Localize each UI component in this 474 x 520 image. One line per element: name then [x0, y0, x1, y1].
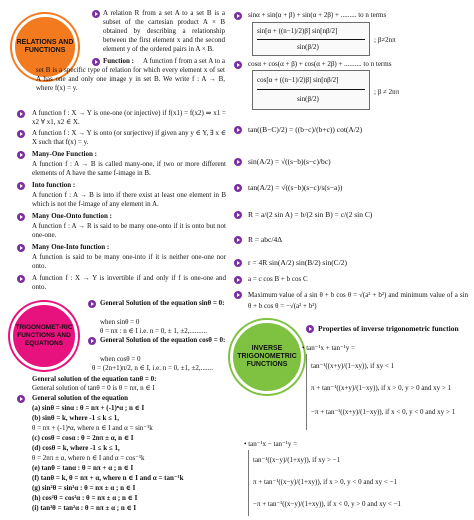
- inverse-props-title: Properties of inverse trigonometric function: [318, 324, 459, 333]
- tan-sum-case: −π + tan⁻¹((x+y)/(1−xy)), if x < 0, y < 0 and xy > 1: [311, 408, 456, 416]
- many-one-into-title: Many One-Into function :: [32, 243, 110, 251]
- bullet-icon: [92, 10, 100, 18]
- bullet-icon: [234, 259, 242, 267]
- bullet-icon: [234, 184, 242, 192]
- cos-series-numerator: cos[α + ((n−1)/2)β] sin[nβ/2]: [257, 76, 339, 84]
- eq-line: (a) sinθ = sinα : θ = nπ + (-1)ⁿα ; n ∈ I: [32, 404, 145, 412]
- cos-zero-when: when cosθ = 0: [100, 355, 141, 363]
- eq-line: (c) cosθ = cosα : θ = 2nπ ± α, n ∈ I: [32, 434, 134, 442]
- tan-zero-title: General solution of the equation tanθ = 0:: [32, 375, 157, 383]
- bullet-icon: [234, 12, 242, 20]
- sin-series-heading: sinα + sin(α + β) + sin(α + 2β) + ......... to n terms: [248, 11, 387, 19]
- eq-line: (d) cosθ = k, where -1 ≤ k ≤ 1,: [32, 444, 120, 452]
- eq-line: θ = nπ + (-1)ⁿα, where n ∈ I and α = sin⁻¹k: [32, 424, 153, 432]
- projection-formula: a = c cos B + b cos C: [248, 275, 308, 283]
- sin-series-condition: ; β≠2nπ: [374, 36, 396, 44]
- bullet-icon: [17, 110, 25, 118]
- function-title: Function :: [103, 57, 134, 65]
- eq-line: (f) tanθ = k, θ = nπ + α, where n ∈ I and α = tan⁻¹k: [32, 474, 184, 482]
- sin-series-denominator: sin(β/2): [297, 43, 319, 51]
- fraction-bar: [257, 39, 365, 40]
- eq-line: (e) tanθ = tanα : θ = nπ + α ; n ∈ I: [32, 464, 134, 472]
- tan-diff-case: −π + tan⁻¹((x−y)/(1+xy)), if x < 0, y > 0 and xy < −1: [253, 500, 402, 508]
- bullet-icon: [88, 300, 96, 308]
- max-min-statement: Maximum value of a sin θ + b cos θ = √(a² + b²) and minimum value of a sin θ + b cos θ = −√(a² + b²): [248, 291, 468, 310]
- invertible-definition: A function f : X → Y is invertible if and only if f is one-one and onto.: [32, 274, 226, 291]
- cos-series-denominator: sin(β/2): [297, 95, 319, 103]
- badge-label: RELATIONS AND FUNCTIONS: [16, 39, 74, 54]
- relation-definition: A relation R from a set A to a set B is a subset of the cartesian product A × B obtained by describing a relationship between the first element x and the second element y of the ordered pairs in A × B.: [103, 9, 225, 53]
- tan-zero-solution: General solution of tanθ = 0 is θ = nπ, n ∈ I: [32, 384, 155, 392]
- tan-half-a-formula: tan(A/2) = √((s−b)(s−c)/s(s−a)): [248, 183, 343, 192]
- tan-sum-heading: • tan⁻¹x + tan⁻¹y =: [302, 344, 356, 352]
- trigonometric-badge: [10, 302, 78, 370]
- general-eq-title: General solution of the equation: [32, 394, 129, 402]
- badge-label: TRIGONOMET-RIC FUNCTIONS AND EQUATIONS: [15, 324, 73, 347]
- sin-zero-when: when sinθ = 0: [100, 318, 140, 326]
- eq-line: (b) sinθ = k, where -1 ≤ k ≤ 1,: [32, 414, 119, 422]
- fraction-bar: [257, 89, 365, 90]
- r-formula: r = 4R sin(A/2) sin(B/2) sin(C/2): [248, 258, 348, 267]
- bullet-icon: [234, 236, 242, 244]
- bullet-icon: [234, 61, 242, 69]
- sine-rule-formula: R = a/(2 sin A) = b/(2 sin B) = c/(2 sin C): [248, 210, 373, 219]
- into-definition: A function f : A → B is into if there exist at least one element in B which is not the f-image of any element in A.: [32, 191, 226, 208]
- sin-zero-solution: θ = nπ : n ∈ I i.e. n = 0, ± 1, ±2,..........: [100, 327, 207, 335]
- tan-diff-heading: • tan⁻¹x − tan⁻¹y =: [244, 440, 298, 448]
- bullet-icon: [234, 211, 242, 219]
- bullet-icon: [88, 337, 96, 345]
- many-one-into-definition: A function is said to be many one-into if it is neither one-one nor onto.: [32, 253, 226, 270]
- cos-series-heading: cosα + cos(α + β) + cos(α + 2β) + .......... to n terms: [248, 60, 392, 68]
- r-abc-formula: R = abc/4Δ: [248, 235, 283, 244]
- many-one-title: Many-One Function :: [32, 150, 97, 158]
- tan-diff-case: tan⁻¹((x−y)/(1+xy)), if xy > −1: [253, 456, 341, 464]
- sin-half-a-formula: sin(A/2) = √((s−b)(s−c)/bc): [248, 157, 331, 166]
- eq-line: (i) tan²θ = tan²α : θ = nπ ± α ; n ∈ I: [32, 504, 137, 512]
- cos-zero-solution: θ = (2n+1)π/2, n ∈ I, i.e. n = 0, ±1, ±2,.......: [92, 364, 213, 372]
- eq-line: θ = 2nπ ± α, where n ∈ I and α = cos⁻¹k: [32, 454, 145, 462]
- tan-half-b-c-formula: tan((B−C)/2) = ((b−c)/(b+c)) cot(A/2): [248, 125, 363, 134]
- bullet-icon: [17, 244, 25, 252]
- tan-diff-case: π + tan⁻¹((x−y)/(1+xy)), if x > 0, y < 0 and xy < −1: [253, 478, 398, 486]
- sin-series-numerator: sin[α + ((n−1)/2)β] sin[nβ/2]: [257, 27, 338, 35]
- cos-zero-title: General Solution of the equation cosθ = 0:: [100, 336, 226, 344]
- bullet-icon: [17, 151, 25, 159]
- many-one-definition: A function f : A → B is called many-one, if two or more different elements of A have the same f-image in B.: [32, 160, 226, 177]
- many-one-onto-title: Many One-Onto function :: [32, 212, 112, 220]
- badge-label: INVERSE TRIGONOMETRIC FUNCTIONS: [237, 345, 297, 368]
- bullet-icon: [17, 395, 25, 403]
- bullet-icon: [17, 130, 25, 138]
- cos-series-formula-box: [252, 70, 370, 110]
- bullet-icon: [234, 126, 242, 134]
- bullet-icon: [17, 182, 25, 190]
- injective-definition: A function f : X → Y is one-one (or injective) if f(x1) = f(x2) ⇒ x1 = x2 ∀ x1, x2 ∈ X.: [32, 109, 226, 126]
- into-title: Into function :: [32, 181, 76, 189]
- bullet-icon: [234, 291, 242, 299]
- bullet-icon: [17, 275, 25, 283]
- tan-sum-case: tan⁻¹((x+y)/(1−xy)), if xy < 1: [311, 362, 395, 370]
- sin-series-formula-box: [252, 22, 370, 56]
- inverse-trig-badge: [230, 320, 304, 394]
- brace-line: [306, 354, 307, 430]
- sin-zero-title: General Solution of the equation sinθ = 0:: [100, 299, 225, 307]
- function-definition: A function f from a set A to a set B is a specific type of relation for which every element x of set A has one and only one image y in set B. We write f : A → B, where f(x) = y.: [36, 57, 225, 92]
- bullet-icon: [17, 213, 25, 221]
- eq-line: (h) cos²θ = cos²α : θ = nπ ± α ; n ∈ I: [32, 494, 138, 502]
- surjective-definition: A function f : X → Y is onto (or surjective) if given any y ∈ Y, ∃ x ∈ X such that f(x) = y.: [32, 129, 226, 146]
- many-one-onto-definition: A function f : A → R is said to be many one-onto if it is onto but not one-one.: [32, 222, 226, 239]
- eq-line: (g) sin²θ = sin²α : θ = nπ ± α ; n ∈ I: [32, 484, 136, 492]
- tan-sum-case: π + tan⁻¹((x+y)/(1−xy)), if x > 0, y > 0 and xy > 1: [311, 384, 452, 392]
- brace-line: [248, 450, 249, 516]
- bullet-icon: [234, 158, 242, 166]
- bullet-icon: [234, 276, 242, 284]
- cos-series-condition: ; β ≠ 2nπ: [374, 88, 400, 96]
- bullet-icon: [306, 325, 314, 333]
